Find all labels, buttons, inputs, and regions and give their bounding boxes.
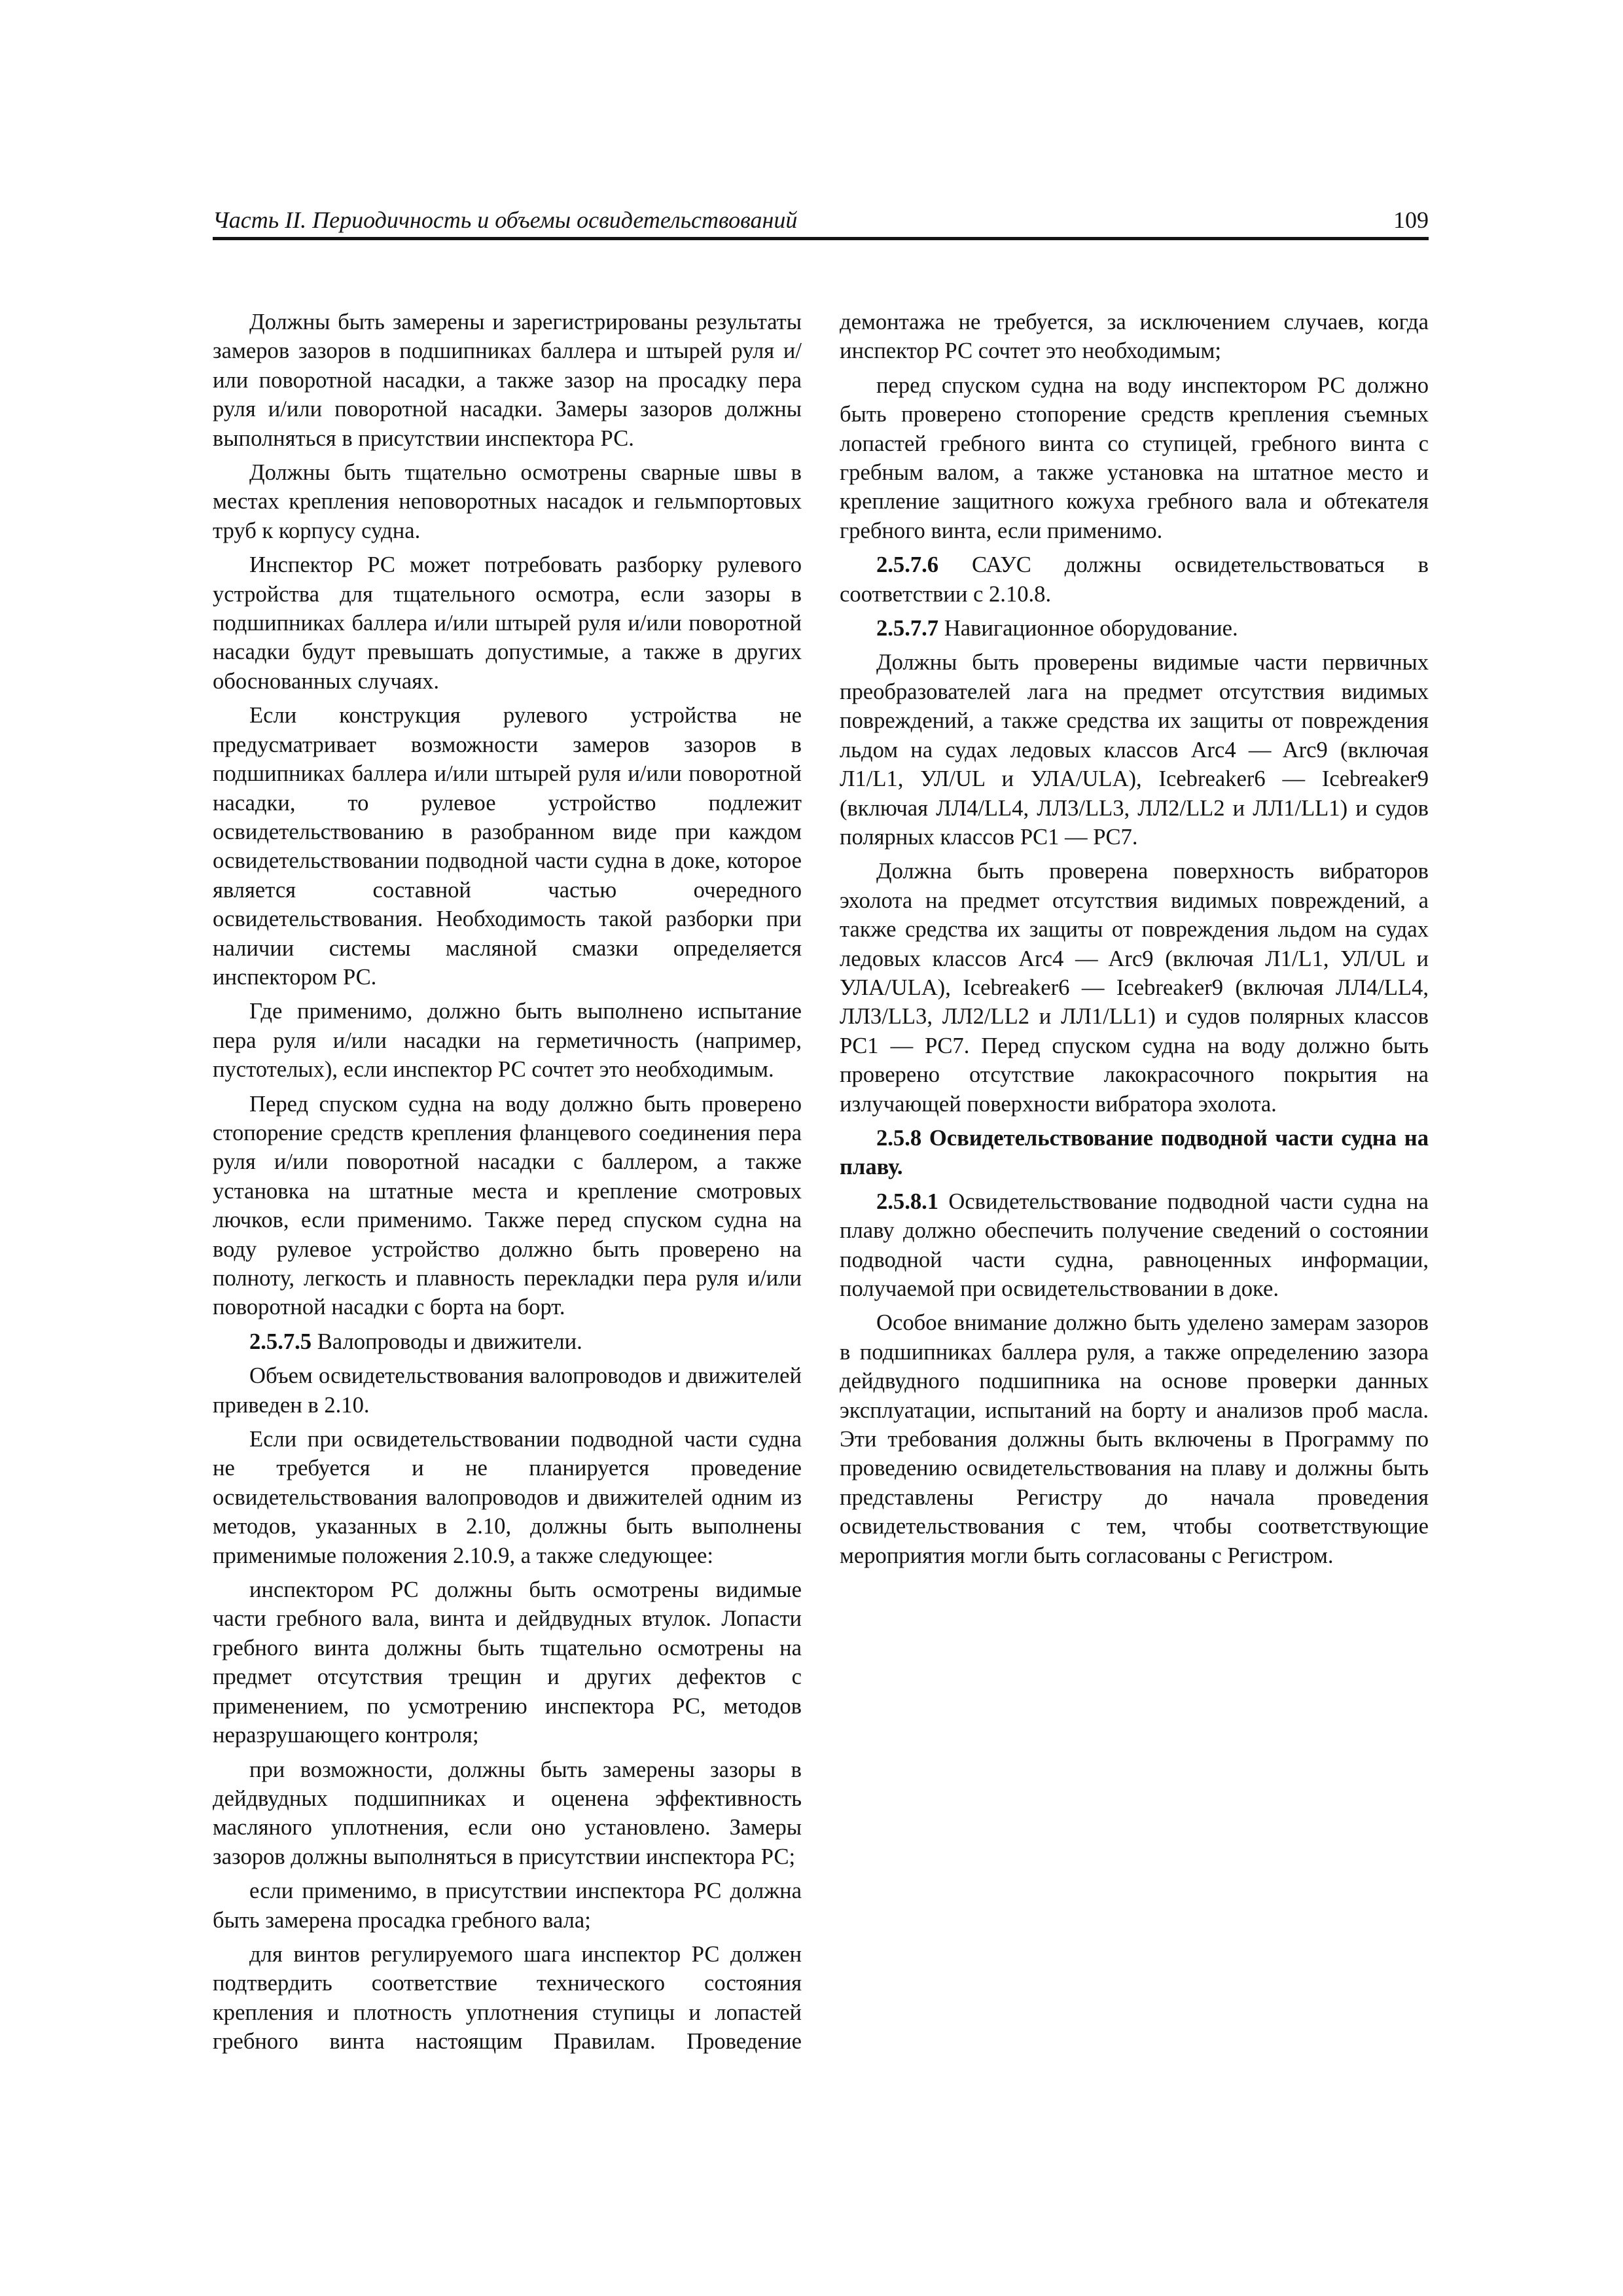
clause-number: 2.5.7.5	[249, 1329, 312, 1354]
paragraph-numbered	[213, 1327, 802, 1356]
paragraph: Где применимо, должно быть выполнено испытание пера руля и/или насадки на герметичность (например, пустотелых), если инспектор РС сочтет это необходимым.	[213, 999, 802, 1083]
paragraph: инспектором РС должны быть осмотрены видимые части гребного вала, винта и дейдвудных втулок. Лопасти гребного винта должны быть тщательно осмотрены на предмет отсутствия трещин и других дефектов с применением, по усмотрению инспектора РС, методов неразрушающего контроля;	[213, 1577, 802, 1748]
section-heading-text: 2.5.8 Освидетельствование подводной части судна на плаву.	[840, 1125, 1429, 1180]
two-column-body-text	[213, 308, 1429, 2062]
running-header-title: Часть II. Периодичность и объемы освидетельствований	[213, 207, 798, 233]
paragraph: если применимо, в присутствии инспектора РС должна быть замерена просадка гребного вала;	[213, 1878, 802, 1933]
paragraph: для винтов регулируемого шага инспектор РС должен подтвердить соответствие технического состояния крепления и плотность уплотнения ступицы и лопастей гребного винта настоящим Правилам. Проведение демонтажа не требуется, за исключением случаев, когда инспектор РС сочтет это необходимым;	[213, 310, 1429, 2054]
paragraph: Должна быть проверена поверхность вибраторов эхолота на предмет отсутствия видимых повреждений, а также средства их защиты от повреждения льдом на судах ледовых классов Arc4 — Arc9 (включая Л1/L1, УЛ/UL и УЛА/ULA), Icebreaker6 — Icebreaker9 (включая ЛЛ4/LL4, ЛЛ3/LL3, ЛЛ2/LL2 и ЛЛ1/LL1) и судов полярных классов PC1 — PC7. Перед спуском судна на воду должно быть проверено отсутствие лакокрасочного покрытия на излучающей поверхности вибратора эхолота.	[840, 859, 1429, 1117]
paragraph: Если конструкция рулевого устройства не предусматривает возможности замеров зазоров в подшипниках баллера и/или штырей руля и/или поворотной насадки, то рулевое устройство подлежит освидетельствованию в разобранном виде при каждом освидетельствовании подводной части судна в доке, которое является составной частью очередного освидетельствования. Необходимость такой разборки при наличии системы масляной смазки определяется инспектором РС.	[213, 703, 802, 990]
clause-text: Освидетельствование подводной части судна на плаву должно обеспечить получение сведений о состоянии подводной части судна, равноценных информации, получаемой при освидетельствовании в доке.	[840, 1189, 1429, 1301]
paragraph: Особое внимание должно быть уделено замерам зазоров в подшипниках баллера руля, а также определению зазора дейдвудного подшипника на основе проверки данных эксплуатации, испытаний на борту и анализов проб масла. Эти требования должны быть включены в Программу по проведению освидетельствования на плаву и должны быть представлены Регистру до начала проведения освидетельствования с тем, чтобы соответствующие мероприятия могли быть согласованы с Регистром.	[840, 1310, 1429, 1568]
clause-text: САУС должны освидетельствоваться в соответствии с 2.10.8.	[840, 552, 1429, 607]
paragraph: Должны быть тщательно осмотрены сварные швы в местах крепления неповоротных насадок и гельмпортовых труб к корпусу судна.	[213, 460, 802, 543]
page-number: 109	[1393, 207, 1429, 233]
paragraph: Должны быть замерены и зарегистрированы результаты замеров зазоров в подшипниках баллера и штырей руля и/или поворотной насадки, а также зазор на просадку пера руля и/или поворотной насадки. Замеры зазоров должны выполняться в присутствии инспектора РС.	[213, 310, 802, 451]
paragraph: Инспектор РС может потребовать разборку рулевого устройства для тщательного осмотра, если зазоры в подшипниках баллера и/или штырей руля и/или поворотной насадки будут превышать допустимые, а также в других обоснованных случаях.	[213, 552, 802, 694]
paragraph-numbered	[840, 1187, 1429, 1304]
clause-number: 2.5.7.6	[876, 552, 939, 578]
running-header	[213, 203, 1429, 240]
clause-text: Навигационное оборудование.	[938, 616, 1238, 641]
paragraph: Если при освидетельствовании подводной части судна не требуется и не планируется проведение освидетельствования валопроводов и движителей одним из методов, указанных в 2.10, должны быть выполнены применимые положения 2.10.9, а также следующее:	[213, 1427, 802, 1568]
clause-text: Валопроводы и движители.	[312, 1329, 582, 1354]
paragraph: перед спуском судна на воду инспектором РС должно быть проверено стопорение средств крепления съемных лопастей гребного винта со ступицей, гребного винта с гребным валом, а также установка на штатное место и крепление защитного кожуха гребного вала и обтекателя гребного винта, если применимо.	[840, 372, 1429, 543]
paragraph-numbered	[840, 614, 1429, 643]
paragraph: Объем освидетельствования валопроводов и движителей приведен в 2.10.	[213, 1363, 802, 1418]
paragraph-numbered	[840, 550, 1429, 609]
clause-number: 2.5.8.1	[876, 1189, 939, 1214]
section-heading	[840, 1124, 1429, 1182]
paragraph: Должны быть проверены видимые части первичных преобразователей лага на предмет отсутствия видимых повреждений, а также средства их защиты от повреждения льдом на судах ледовых классов Arc4 — Arc9 (включая Л1/L1, УЛ/UL и УЛА/ULA), Icebreaker6 — Icebreaker9 (включая ЛЛ4/LL4, ЛЛ3/LL3, ЛЛ2/LL2 и ЛЛ1/LL1) и судов полярных классов PC1 — PC7.	[840, 650, 1429, 850]
paragraph: Перед спуском судна на воду должно быть проверено стопорение средств крепления фланцевого соединения пера руля и/или поворотной насадки с баллером, а также установка на штатные места и крепление смотровых лючков, если применимо. Также перед спуском судна на воду рулевое устройство должно быть проверено на полноту, легкость и плавность перекладки пера руля и/или поворотной насадки с борта на борт.	[213, 1091, 802, 1320]
clause-number: 2.5.7.7	[876, 616, 939, 641]
paragraph: при возможности, должны быть замерены зазоры в дейдвудных подшипниках и оценена эффективность масляного уплотнения, если оно установлено. Замеры зазоров должны выполняться в присутствии инспектора РС;	[213, 1757, 802, 1869]
